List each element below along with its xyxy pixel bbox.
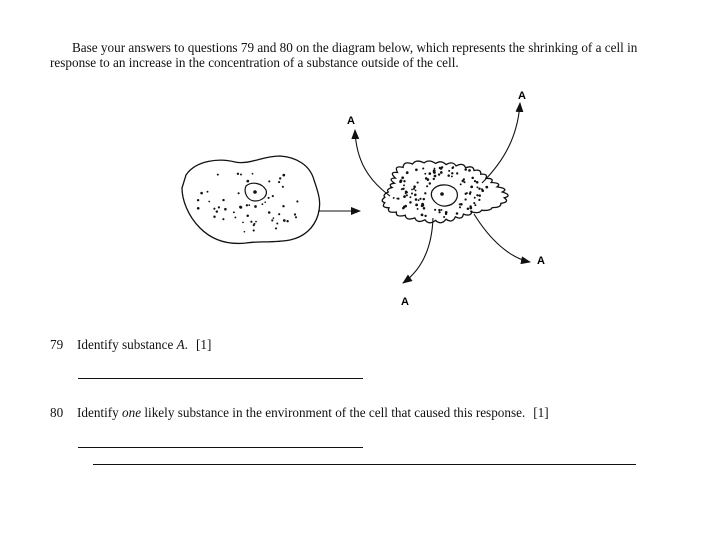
substance-a-arrow-upper-left (355, 130, 390, 196)
cytoplasm-dot (273, 217, 275, 219)
cytoplasm-dot (465, 193, 467, 195)
cytoplasm-dot (294, 213, 296, 215)
cytoplasm-dot (473, 202, 475, 204)
cytoplasm-dot (476, 181, 479, 184)
cytoplasm-dot (282, 205, 284, 207)
substance-a-arrow-lower-right (474, 214, 530, 262)
cytoplasm-dot (197, 207, 200, 210)
cytoplasm-dot (471, 177, 474, 180)
answer-line-80-extra[interactable] (93, 464, 636, 465)
cytoplasm-dot (478, 199, 480, 201)
cytoplasm-dot (224, 208, 227, 211)
cytoplasm-dot (393, 197, 395, 199)
cytoplasm-dot (428, 172, 431, 175)
nucleolus (253, 190, 257, 194)
cytoplasm-dot (248, 204, 250, 206)
cytoplasm-dot (476, 194, 478, 196)
cytoplasm-dot (286, 220, 288, 222)
label-a-upper-left: A (347, 115, 355, 127)
cytoplasm-dot (460, 183, 462, 185)
cytoplasm-dot (440, 171, 443, 174)
cytoplasm-dot (452, 166, 454, 168)
cytoplasm-dot (403, 180, 405, 182)
cytoplasm-dot (474, 204, 476, 206)
cytoplasm-dot (423, 198, 425, 200)
cytoplasm-dot (434, 175, 437, 178)
cytoplasm-dot (456, 172, 458, 174)
cytoplasm-dot (414, 194, 417, 197)
mark-value: [1] (533, 405, 549, 420)
cytoplasm-dot (403, 184, 405, 186)
cytoplasm-dot (296, 200, 298, 202)
intro-line-2: response to an increase in the concentration of a substance outside of the cell. (50, 55, 459, 70)
question-emphasis: A (176, 337, 185, 352)
cytoplasm-dot (434, 209, 436, 211)
cytoplasm-dot (478, 194, 481, 197)
label-a-lower-right: A (537, 255, 545, 267)
cytoplasm-dot (409, 196, 411, 198)
cytoplasm-dot (438, 211, 440, 213)
cytoplasm-dot (238, 192, 240, 194)
cytoplasm-dot (440, 167, 443, 170)
shrunken-nucleus (431, 185, 457, 206)
cytoplasm-dot (464, 168, 467, 171)
question-number: 79 (50, 337, 64, 352)
cytoplasm-dot (246, 180, 249, 183)
cytoplasm-dot (456, 212, 459, 215)
cytoplasm-dot (197, 199, 199, 201)
cytoplasm-dot (411, 192, 413, 194)
question-number: 80 (50, 405, 64, 420)
cytoplasm-dot (233, 211, 235, 213)
cytoplasm-dot (413, 185, 416, 188)
cytoplasm-dot (461, 180, 463, 182)
cytoplasm-dot (390, 187, 392, 189)
cytoplasm-dot (415, 168, 418, 171)
cytoplasm-dot (242, 222, 244, 224)
question-79 (50, 337, 211, 353)
cytoplasm-dot (217, 174, 219, 176)
cytoplasm-dot (470, 186, 473, 189)
cytoplasm-dot (476, 186, 478, 188)
cytoplasm-dot (485, 186, 488, 189)
cytoplasm-dot (422, 167, 424, 169)
cytoplasm-dot (252, 173, 254, 175)
cytoplasm-dot (470, 210, 472, 212)
cytoplasm-dot (403, 195, 406, 198)
cytoplasm-dot (448, 170, 450, 172)
cytoplasm-dot (427, 178, 430, 181)
label-a-lower-left: A (401, 296, 409, 308)
cytoplasm-dot (246, 204, 248, 206)
cytoplasm-dot (261, 203, 263, 205)
cytoplasm-dot (481, 188, 483, 190)
cytoplasm-dot (464, 198, 466, 200)
cytoplasm-dot (469, 205, 471, 207)
cytoplasm-dot (244, 231, 246, 233)
cytoplasm-dot (415, 198, 418, 201)
mark-value: [1] (195, 337, 212, 352)
cytoplasm-dot (200, 192, 203, 195)
cytoplasm-dot (441, 209, 443, 211)
cytoplasm-dot (271, 219, 273, 221)
cytoplasm-dot (421, 214, 424, 217)
question-text-end: . (184, 337, 188, 352)
cytoplasm-dot (268, 197, 270, 199)
cytoplasm-dot (447, 174, 450, 177)
cytoplasm-dot (401, 188, 403, 190)
cytoplasm-dot (451, 172, 453, 174)
cytoplasm-dot (253, 229, 255, 231)
cytoplasm-dot (216, 210, 218, 212)
cytoplasm-dot (418, 199, 420, 201)
cytoplasm-dot (443, 216, 445, 218)
cytoplasm-dot (253, 224, 255, 226)
cytoplasm-dot (276, 222, 278, 224)
answer-line-79[interactable] (78, 378, 363, 379)
cytoplasm-dot (234, 216, 236, 218)
cytoplasm-dot (468, 169, 471, 172)
cytoplasm-dot (406, 194, 408, 196)
cytoplasm-dot (419, 198, 421, 200)
cytoplasm-dot (424, 173, 426, 175)
cytoplasm-dot (413, 188, 415, 190)
cytoplasm-dot (417, 182, 419, 184)
cytoplasm-dot (415, 204, 418, 207)
cytoplasm-dot (264, 201, 266, 203)
cytoplasm-dot (422, 204, 424, 206)
cytoplasm-dot (268, 211, 271, 214)
cytoplasm-dot (208, 201, 210, 203)
cytoplasm-dot (218, 206, 220, 208)
cytoplasm-dot (279, 177, 281, 179)
shrunken-cell (382, 161, 508, 223)
cytoplasm-dot (399, 180, 402, 183)
question-emphasis: one (122, 405, 142, 420)
cytoplasm-dot (213, 208, 215, 210)
cytoplasm-dot (275, 227, 277, 229)
answer-line-80[interactable] (78, 447, 363, 448)
cytoplasm-dot (426, 185, 428, 187)
cytoplasm-dot (207, 191, 209, 193)
cytoplasm-dot (445, 211, 448, 214)
cytoplasm-dot (467, 207, 470, 210)
cytoplasm-dot (424, 215, 426, 217)
cytoplasm-dot (278, 213, 280, 215)
cytoplasm-dot (459, 206, 461, 208)
cytoplasm-dot (239, 206, 242, 209)
cytoplasm-dot (459, 203, 461, 205)
cytoplasm-dot (451, 175, 453, 177)
cytoplasm-dot (417, 208, 419, 210)
cytoplasm-dot (282, 174, 285, 177)
cytoplasm-dot (254, 205, 257, 208)
cytoplasm-dot (240, 174, 242, 176)
cytoplasm-dot (278, 181, 280, 183)
cytoplasm-dot (433, 169, 436, 172)
intro-line-1: Base your answers to questions 79 and 80 on the diagram below, which represents the shrinking of a cell in (72, 40, 638, 55)
cytoplasm-dot (415, 190, 417, 192)
cytoplasm-dot (429, 182, 431, 184)
cytoplasm-dot (250, 221, 252, 223)
cytoplasm-dot (424, 192, 426, 194)
cytoplasm-dot (222, 199, 224, 201)
question-80 (50, 405, 549, 421)
cytoplasm-dot (478, 187, 480, 189)
question-text-end: likely substance in the environment of the cell that caused this response. (141, 405, 526, 420)
cytoplasm-dot (222, 218, 224, 220)
cytoplasm-dot (402, 207, 405, 210)
cytoplasm-dot (411, 189, 413, 191)
cytoplasm-dot (434, 168, 436, 170)
cytoplasm-dot (282, 186, 284, 188)
cytoplasm-dot (474, 180, 476, 182)
cytoplasm-dot (406, 171, 409, 174)
cytoplasm-dot (433, 178, 435, 180)
cytoplasm-dot (438, 173, 440, 175)
question-text: Identify substance (77, 337, 177, 352)
substance-a-arrow-upper-right (482, 103, 520, 183)
cytoplasm-dot (246, 215, 249, 218)
cytoplasm-dot (474, 197, 476, 199)
cytoplasm-dot (409, 201, 411, 203)
cytoplasm-dot (438, 209, 440, 211)
cytoplasm-dot (295, 216, 297, 218)
cytoplasm-dot (237, 173, 239, 175)
question-text: Identify (77, 405, 123, 420)
cytoplasm-dot (397, 198, 399, 200)
cytoplasm-dot (423, 207, 426, 210)
cytoplasm-dot (283, 219, 286, 222)
cytoplasm-dot (469, 191, 471, 193)
label-a-upper-right: A (518, 90, 526, 102)
cytoplasm-dot (255, 221, 257, 223)
substance-a-arrow-lower-left (403, 218, 433, 283)
cytoplasm-dot (406, 191, 408, 193)
original-cell (182, 156, 320, 243)
cytoplasm-dot (268, 180, 270, 182)
cytoplasm-dot (401, 176, 404, 179)
shrunken-nucleolus (440, 192, 444, 196)
cytoplasm-dot (213, 215, 215, 217)
cytoplasm-dot (272, 195, 274, 197)
